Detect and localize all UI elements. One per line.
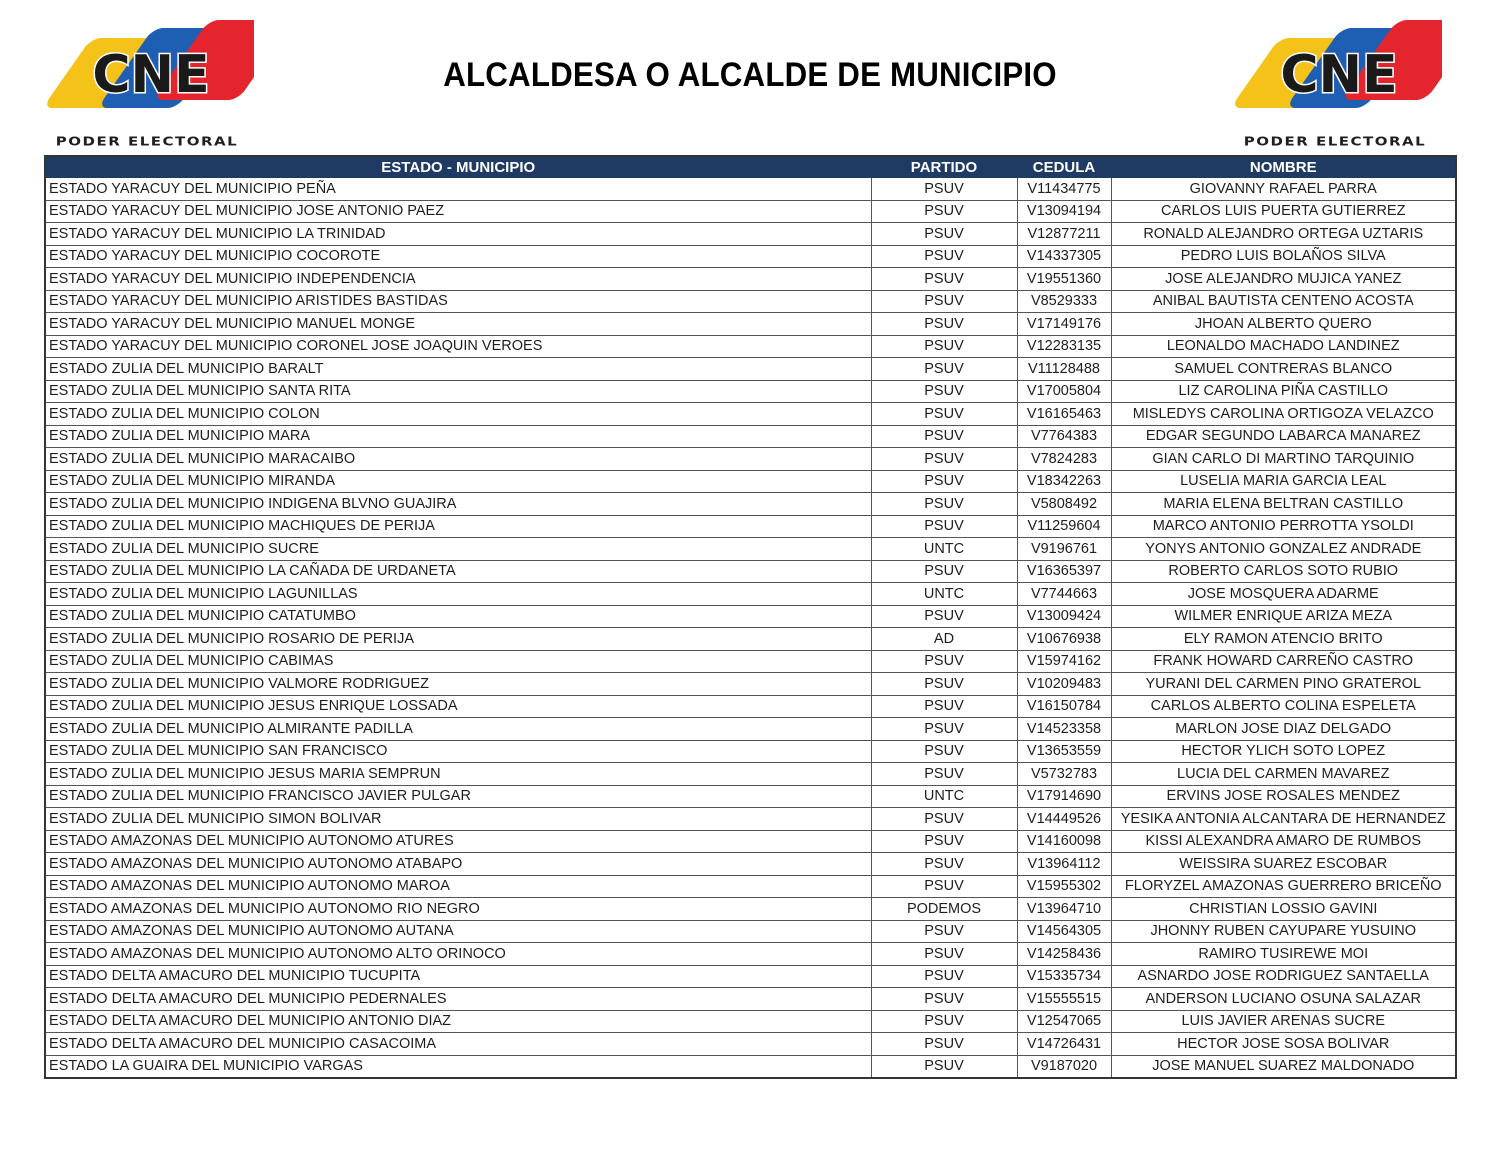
cell-nombre: HECTOR JOSE SOSA BOLIVAR <box>1111 1033 1456 1056</box>
cell-partido: PSUV <box>871 178 1017 201</box>
cell-cedula: V11128488 <box>1017 358 1111 381</box>
cell-cedula: V7744663 <box>1017 583 1111 606</box>
cell-partido: UNTC <box>871 583 1017 606</box>
table-row <box>45 290 1456 313</box>
cell-nombre: MISLEDYS CAROLINA ORTIGOZA VELAZCO <box>1111 403 1456 426</box>
cell-nombre: MARCO ANTONIO PERROTTA YSOLDI <box>1111 515 1456 538</box>
cell-partido: PSUV <box>871 943 1017 966</box>
cell-cedula: V14726431 <box>1017 1033 1111 1056</box>
cell-partido: PSUV <box>871 673 1017 696</box>
cell-nombre: YONYS ANTONIO GONZALEZ ANDRADE <box>1111 538 1456 561</box>
cell-nombre: FLORYZEL AMAZONAS GUERRERO BRICEÑO <box>1111 875 1456 898</box>
cell-cedula: V14564305 <box>1017 920 1111 943</box>
cell-cedula: V7764383 <box>1017 425 1111 448</box>
cell-estado-municipio: ESTADO YARACUY DEL MUNICIPIO CORONEL JOSE JOAQUIN VEROES <box>45 335 871 358</box>
cell-cedula: V18342263 <box>1017 470 1111 493</box>
table-row <box>45 718 1456 741</box>
cell-partido: AD <box>871 628 1017 651</box>
table-row <box>45 763 1456 786</box>
table-row <box>45 695 1456 718</box>
cell-nombre: GIOVANNY RAFAEL PARRA <box>1111 178 1456 201</box>
table-row <box>45 740 1456 763</box>
cell-nombre: MARLON JOSE DIAZ DELGADO <box>1111 718 1456 741</box>
cell-estado-municipio: ESTADO AMAZONAS DEL MUNICIPIO AUTONOMO AUTANA <box>45 920 871 943</box>
cell-cedula: V10209483 <box>1017 673 1111 696</box>
cell-cedula: V12283135 <box>1017 335 1111 358</box>
table-row <box>45 358 1456 381</box>
cell-cedula: V11259604 <box>1017 515 1111 538</box>
cell-cedula: V14523358 <box>1017 718 1111 741</box>
cell-nombre: ROBERTO CARLOS SOTO RUBIO <box>1111 560 1456 583</box>
cell-cedula: V13653559 <box>1017 740 1111 763</box>
cell-partido: PSUV <box>871 403 1017 426</box>
cell-nombre: YESIKA ANTONIA ALCANTARA DE HERNANDEZ <box>1111 808 1456 831</box>
cell-partido: PSUV <box>871 718 1017 741</box>
cell-cedula: V16365397 <box>1017 560 1111 583</box>
cell-cedula: V16150784 <box>1017 695 1111 718</box>
cell-cedula: V13964710 <box>1017 898 1111 921</box>
cell-estado-municipio: ESTADO ZULIA DEL MUNICIPIO JESUS MARIA SEMPRUN <box>45 763 871 786</box>
cell-estado-municipio: ESTADO ZULIA DEL MUNICIPIO MACHIQUES DE PERIJA <box>45 515 871 538</box>
cell-nombre: RAMIRO TUSIREWE MOI <box>1111 943 1456 966</box>
header-partido: PARTIDO <box>871 156 1017 178</box>
cell-nombre: LIZ CAROLINA PIÑA CASTILLO <box>1111 380 1456 403</box>
cell-cedula: V11434775 <box>1017 178 1111 201</box>
cell-partido: PSUV <box>871 223 1017 246</box>
cell-partido: UNTC <box>871 538 1017 561</box>
table-row <box>45 245 1456 268</box>
cell-partido: PSUV <box>871 245 1017 268</box>
cell-cedula: V17914690 <box>1017 785 1111 808</box>
table-row <box>45 898 1456 921</box>
cell-nombre: GIAN CARLO DI MARTINO TARQUINIO <box>1111 448 1456 471</box>
cell-nombre: ANDERSON LUCIANO OSUNA SALAZAR <box>1111 988 1456 1011</box>
table-row <box>45 785 1456 808</box>
cell-partido: PSUV <box>871 1055 1017 1078</box>
table-row <box>45 268 1456 291</box>
cell-cedula: V9196761 <box>1017 538 1111 561</box>
cell-nombre: JOSE MOSQUERA ADARME <box>1111 583 1456 606</box>
table-row <box>45 178 1456 201</box>
table-row <box>45 650 1456 673</box>
cell-partido: PSUV <box>871 493 1017 516</box>
table-header-row <box>45 156 1456 178</box>
table-row <box>45 448 1456 471</box>
cell-nombre: SAMUEL CONTRERAS BLANCO <box>1111 358 1456 381</box>
cell-partido: PSUV <box>871 763 1017 786</box>
cell-cedula: V12547065 <box>1017 1010 1111 1033</box>
cell-nombre: WEISSIRA SUAREZ ESCOBAR <box>1111 853 1456 876</box>
table-row <box>45 538 1456 561</box>
cell-nombre: CHRISTIAN LOSSIO GAVINI <box>1111 898 1456 921</box>
cell-nombre: RONALD ALEJANDRO ORTEGA UZTARIS <box>1111 223 1456 246</box>
cell-estado-municipio: ESTADO ZULIA DEL MUNICIPIO ALMIRANTE PADILLA <box>45 718 871 741</box>
svg-text:CNE: CNE <box>1280 45 1398 105</box>
cell-cedula: V5732783 <box>1017 763 1111 786</box>
candidates-table <box>44 155 1457 1079</box>
cell-nombre: JOSE ALEJANDRO MUJICA YANEZ <box>1111 268 1456 291</box>
table-body <box>45 178 1456 1079</box>
cell-estado-municipio: ESTADO DELTA AMACURO DEL MUNICIPIO PEDERNALES <box>45 988 871 1011</box>
cell-cedula: V14449526 <box>1017 808 1111 831</box>
table-row <box>45 943 1456 966</box>
cell-partido: PODEMOS <box>871 898 1017 921</box>
table-row <box>45 605 1456 628</box>
cell-nombre: KISSI ALEXANDRA AMARO DE RUMBOS <box>1111 830 1456 853</box>
logo-caption: PODER ELECTORAL <box>1243 133 1427 149</box>
cell-estado-municipio: ESTADO ZULIA DEL MUNICIPIO LA CAÑADA DE URDANETA <box>45 560 871 583</box>
cell-partido: PSUV <box>871 560 1017 583</box>
cell-cedula: V13009424 <box>1017 605 1111 628</box>
cell-nombre: FRANK HOWARD CARREÑO CASTRO <box>1111 650 1456 673</box>
cell-estado-municipio: ESTADO ZULIA DEL MUNICIPIO MIRANDA <box>45 470 871 493</box>
cell-partido: PSUV <box>871 605 1017 628</box>
cell-cedula: V5808492 <box>1017 493 1111 516</box>
cell-nombre: JHOAN ALBERTO QUERO <box>1111 313 1456 336</box>
cell-cedula: V9187020 <box>1017 1055 1111 1078</box>
table-row <box>45 515 1456 538</box>
cell-nombre: ELY RAMON ATENCIO BRITO <box>1111 628 1456 651</box>
table-row <box>45 335 1456 358</box>
cell-cedula: V17149176 <box>1017 313 1111 336</box>
cell-nombre: LUSELIA MARIA GARCIA LEAL <box>1111 470 1456 493</box>
cell-partido: PSUV <box>871 875 1017 898</box>
cell-cedula: V12877211 <box>1017 223 1111 246</box>
cell-nombre: LUIS JAVIER ARENAS SUCRE <box>1111 1010 1456 1033</box>
cell-partido: PSUV <box>871 695 1017 718</box>
cell-estado-municipio: ESTADO YARACUY DEL MUNICIPIO INDEPENDENCIA <box>45 268 871 291</box>
cell-estado-municipio: ESTADO ZULIA DEL MUNICIPIO FRANCISCO JAVIER PULGAR <box>45 785 871 808</box>
cell-nombre: ANIBAL BAUTISTA CENTENO ACOSTA <box>1111 290 1456 313</box>
cell-cedula: V19551360 <box>1017 268 1111 291</box>
cell-nombre: PEDRO LUIS BOLAÑOS SILVA <box>1111 245 1456 268</box>
cell-nombre: HECTOR YLICH SOTO LOPEZ <box>1111 740 1456 763</box>
cell-partido: PSUV <box>871 740 1017 763</box>
cne-logo-icon <box>1232 20 1442 130</box>
cell-estado-municipio: ESTADO ZULIA DEL MUNICIPIO JESUS ENRIQUE LOSSADA <box>45 695 871 718</box>
cell-estado-municipio: ESTADO DELTA AMACURO DEL MUNICIPIO CASACOIMA <box>45 1033 871 1056</box>
cell-nombre: ASNARDO JOSE RODRIGUEZ SANTAELLA <box>1111 965 1456 988</box>
cell-partido: PSUV <box>871 380 1017 403</box>
table-row <box>45 808 1456 831</box>
cell-estado-municipio: ESTADO AMAZONAS DEL MUNICIPIO AUTONOMO RIO NEGRO <box>45 898 871 921</box>
cell-estado-municipio: ESTADO AMAZONAS DEL MUNICIPIO AUTONOMO ATABAPO <box>45 853 871 876</box>
cell-estado-municipio: ESTADO ZULIA DEL MUNICIPIO SANTA RITA <box>45 380 871 403</box>
cell-estado-municipio: ESTADO ZULIA DEL MUNICIPIO LAGUNILLAS <box>45 583 871 606</box>
cell-estado-municipio: ESTADO YARACUY DEL MUNICIPIO JOSE ANTONIO PAEZ <box>45 200 871 223</box>
cne-logo-right <box>1232 20 1442 155</box>
table-row <box>45 1033 1456 1056</box>
cell-partido: PSUV <box>871 448 1017 471</box>
cell-cedula: V8529333 <box>1017 290 1111 313</box>
table-row <box>45 470 1456 493</box>
table-row <box>45 425 1456 448</box>
cell-nombre: MARIA ELENA BELTRAN CASTILLO <box>1111 493 1456 516</box>
cell-estado-municipio: ESTADO YARACUY DEL MUNICIPIO ARISTIDES BASTIDAS <box>45 290 871 313</box>
cell-estado-municipio: ESTADO ZULIA DEL MUNICIPIO BARALT <box>45 358 871 381</box>
cell-cedula: V7824283 <box>1017 448 1111 471</box>
logo-caption: PODER ELECTORAL <box>55 133 239 149</box>
table-row <box>45 875 1456 898</box>
cell-cedula: V15955302 <box>1017 875 1111 898</box>
cell-cedula: V15555515 <box>1017 988 1111 1011</box>
cell-partido: PSUV <box>871 335 1017 358</box>
cell-estado-municipio: ESTADO AMAZONAS DEL MUNICIPIO AUTONOMO ALTO ORINOCO <box>45 943 871 966</box>
cell-partido: PSUV <box>871 358 1017 381</box>
cell-partido: PSUV <box>871 200 1017 223</box>
cell-estado-municipio: ESTADO ZULIA DEL MUNICIPIO SIMON BOLIVAR <box>45 808 871 831</box>
cell-estado-municipio: ESTADO ZULIA DEL MUNICIPIO MARACAIBO <box>45 448 871 471</box>
cell-partido: PSUV <box>871 808 1017 831</box>
cell-estado-municipio: ESTADO DELTA AMACURO DEL MUNICIPIO ANTONIO DIAZ <box>45 1010 871 1033</box>
cell-estado-municipio: ESTADO YARACUY DEL MUNICIPIO PEÑA <box>45 178 871 201</box>
cell-partido: PSUV <box>871 853 1017 876</box>
header-cedula: CEDULA <box>1017 156 1111 178</box>
cell-cedula: V14160098 <box>1017 830 1111 853</box>
table-row <box>45 380 1456 403</box>
cell-estado-municipio: ESTADO YARACUY DEL MUNICIPIO COCOROTE <box>45 245 871 268</box>
cell-estado-municipio: ESTADO DELTA AMACURO DEL MUNICIPIO TUCUPITA <box>45 965 871 988</box>
table-row <box>45 920 1456 943</box>
cell-partido: PSUV <box>871 650 1017 673</box>
cell-partido: PSUV <box>871 988 1017 1011</box>
cell-estado-municipio: ESTADO ZULIA DEL MUNICIPIO SUCRE <box>45 538 871 561</box>
cell-cedula: V14258436 <box>1017 943 1111 966</box>
cell-estado-municipio: ESTADO ZULIA DEL MUNICIPIO MARA <box>45 425 871 448</box>
cell-cedula: V15974162 <box>1017 650 1111 673</box>
page-title: ALCALDESA O ALCALDE DE MUNICIPIO <box>443 56 1057 94</box>
cell-estado-municipio: ESTADO ZULIA DEL MUNICIPIO SAN FRANCISCO <box>45 740 871 763</box>
cell-estado-municipio: ESTADO ZULIA DEL MUNICIPIO ROSARIO DE PERIJA <box>45 628 871 651</box>
cell-estado-municipio: ESTADO YARACUY DEL MUNICIPIO LA TRINIDAD <box>45 223 871 246</box>
table-row <box>45 853 1456 876</box>
table-row <box>45 1055 1456 1078</box>
table-row <box>45 223 1456 246</box>
table-row <box>45 628 1456 651</box>
header-estado-municipio: ESTADO - MUNICIPIO <box>45 156 871 178</box>
cell-nombre: ERVINS JOSE ROSALES MENDEZ <box>1111 785 1456 808</box>
table-row <box>45 313 1456 336</box>
cell-partido: PSUV <box>871 290 1017 313</box>
cell-cedula: V15335734 <box>1017 965 1111 988</box>
cell-cedula: V14337305 <box>1017 245 1111 268</box>
cell-partido: PSUV <box>871 920 1017 943</box>
table-row <box>45 673 1456 696</box>
cell-nombre: JOSE MANUEL SUAREZ MALDONADO <box>1111 1055 1456 1078</box>
cell-partido: PSUV <box>871 515 1017 538</box>
cell-estado-municipio: ESTADO AMAZONAS DEL MUNICIPIO AUTONOMO ATURES <box>45 830 871 853</box>
header-nombre: NOMBRE <box>1111 156 1456 178</box>
cell-nombre: YURANI DEL CARMEN PINO GRATEROL <box>1111 673 1456 696</box>
cell-partido: UNTC <box>871 785 1017 808</box>
cell-estado-municipio: ESTADO AMAZONAS DEL MUNICIPIO AUTONOMO MAROA <box>45 875 871 898</box>
cell-partido: PSUV <box>871 1010 1017 1033</box>
cell-nombre: WILMER ENRIQUE ARIZA MEZA <box>1111 605 1456 628</box>
cell-partido: PSUV <box>871 268 1017 291</box>
table-row <box>45 1010 1456 1033</box>
cell-partido: PSUV <box>871 470 1017 493</box>
cell-nombre: LEONALDO MACHADO LANDINEZ <box>1111 335 1456 358</box>
cell-estado-municipio: ESTADO YARACUY DEL MUNICIPIO MANUEL MONGE <box>45 313 871 336</box>
cell-estado-municipio: ESTADO ZULIA DEL MUNICIPIO INDIGENA BLVNO GUAJIRA <box>45 493 871 516</box>
cell-cedula: V13094194 <box>1017 200 1111 223</box>
cell-cedula: V16165463 <box>1017 403 1111 426</box>
cell-nombre: CARLOS LUIS PUERTA GUTIERREZ <box>1111 200 1456 223</box>
cell-estado-municipio: ESTADO ZULIA DEL MUNICIPIO CABIMAS <box>45 650 871 673</box>
cell-estado-municipio: ESTADO LA GUAIRA DEL MUNICIPIO VARGAS <box>45 1055 871 1078</box>
table-row <box>45 200 1456 223</box>
cell-nombre: CARLOS ALBERTO COLINA ESPELETA <box>1111 695 1456 718</box>
cell-estado-municipio: ESTADO ZULIA DEL MUNICIPIO VALMORE RODRIGUEZ <box>45 673 871 696</box>
cell-estado-municipio: ESTADO ZULIA DEL MUNICIPIO CATATUMBO <box>45 605 871 628</box>
cell-nombre: JHONNY RUBEN CAYUPARE YUSUINO <box>1111 920 1456 943</box>
cell-cedula: V10676938 <box>1017 628 1111 651</box>
cell-partido: PSUV <box>871 830 1017 853</box>
cell-nombre: LUCIA DEL CARMEN MAVAREZ <box>1111 763 1456 786</box>
cell-nombre: EDGAR SEGUNDO LABARCA MANAREZ <box>1111 425 1456 448</box>
cell-cedula: V17005804 <box>1017 380 1111 403</box>
table-row <box>45 965 1456 988</box>
cell-partido: PSUV <box>871 313 1017 336</box>
svg-text:CNE: CNE <box>92 45 210 105</box>
table-row <box>45 403 1456 426</box>
table-row <box>45 830 1456 853</box>
table-row <box>45 493 1456 516</box>
cell-partido: PSUV <box>871 1033 1017 1056</box>
cell-cedula: V13964112 <box>1017 853 1111 876</box>
table-row <box>45 560 1456 583</box>
cell-partido: PSUV <box>871 425 1017 448</box>
table-row <box>45 583 1456 606</box>
cell-partido: PSUV <box>871 965 1017 988</box>
cell-estado-municipio: ESTADO ZULIA DEL MUNICIPIO COLON <box>45 403 871 426</box>
table-row <box>45 988 1456 1011</box>
